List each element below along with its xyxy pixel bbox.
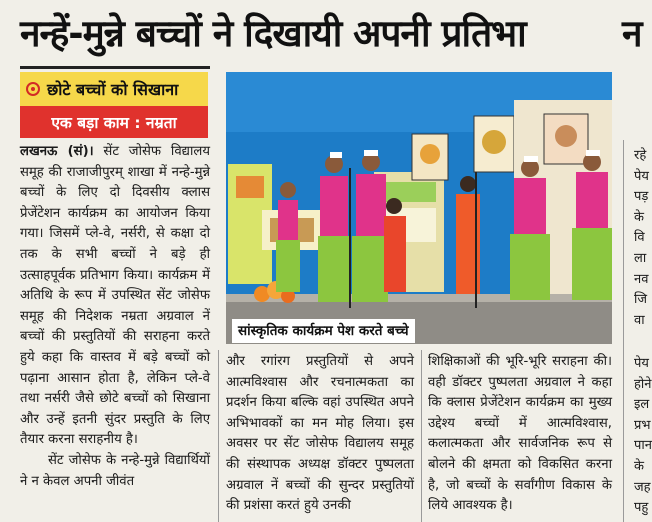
article-column-1 <box>20 142 210 492</box>
column-divider <box>623 140 624 522</box>
event-photo <box>226 72 612 344</box>
dateline: लखनऊ (सं)। <box>20 144 94 159</box>
highlight-box <box>20 72 208 138</box>
fragment-line: पहु <box>634 500 649 516</box>
article-paragraph-1: सेंट जोसेफ विद्यालय समूह की राजाजीपुरम् शाखा में नन्हे-मुन्ने बच्चों के लिए दो दिवसीय क्लास प्रेजेंटेशन कार्यक्रम का आयोजन किया गया। जिसमें प्ले-वे, नर्सरी, से कक्षा दो तक के सभी बच्चों ने बड़े ही उत्साहपूर्वक प्रतिभाग किया। कार्यक्रम में अतिथि के रूप में उपस्थित सेंट जोसेफ समूह की निदेशक नम्रता अग्रवाल नें बच्चों की प्रस्तुतियों की सराहना करते हुये कहा कि वास्तव में बड़े बच्चों को पढ़ाना आसान होता है, लेकिन प्ले-वे तथा नर्सरी जैसे छोटे बच्चों को सिखाना और उन्हें इतनी सुंदर प्रस्तुति के लिए तैयार करना सराहनीय है। <box>20 144 210 448</box>
fragment-line: वि <box>634 230 645 246</box>
fragment-line: ला <box>634 250 647 266</box>
column-divider <box>218 350 219 522</box>
fragment-line: वा <box>634 312 645 328</box>
next-article-top <box>634 146 650 331</box>
photo-caption: सांस्कृतिक कार्यक्रम पेश करते बच्चे <box>232 319 415 343</box>
fragment-line: पेय <box>634 356 649 371</box>
fragment-line: पान <box>634 438 652 454</box>
section-rule <box>20 66 210 69</box>
fragment-line: प्रभ <box>634 417 651 433</box>
highlight-box-line1 <box>20 72 208 106</box>
fragment-line: जह <box>634 479 651 495</box>
column-divider <box>421 350 422 522</box>
next-article-bottom <box>634 354 650 519</box>
article-paragraph-2: सेंट जोसेफ के नन्हे-मुन्ने विद्यार्थियों ने न केवल अपनी जीवंत <box>20 452 210 489</box>
fragment-line: नव <box>634 271 649 287</box>
fragment-line: के <box>634 458 644 474</box>
fragment-line: पेय <box>634 168 649 184</box>
article-column-3: शिक्षिकाओं की भूरि-भूरि सराहना की। वही डॉक्टर पुष्पलता अग्रवाल ने कहा कि क्लास प्रेजेंटेशन कार्यक्रम का मुख्य उद्देश्य बच्चों में आत्मविश्वास, कलात्मकता और सार्वजनिक रूप से बोलने की क्षमता को विकसित करना है, जो बच्चों के सर्वांगीण विकास के लिये आवश्यक है। <box>428 354 612 514</box>
headline: नन्हें-मुन्ने बच्चों ने दिखायी अपनी प्रतिभा <box>20 12 526 55</box>
fragment-line: रहे <box>634 148 647 163</box>
highlight-box-line2: एक बड़ा काम : नम्रता <box>20 106 208 138</box>
next-headline-fragment: न <box>622 12 643 55</box>
fragment-line: पड़ <box>634 189 649 205</box>
fragment-line: इल <box>634 397 650 413</box>
article-column-2: और रगांरग प्रस्तुतियों से अपने आत्मविश्वास और रचनात्मकता का प्रदर्शन किया बल्कि वहां उपस्थित अपने अभिभावकों का मन मोह लिया। इस अवसर पर सेंट जोसेफ विद्यालय समूह की संस्थापक अध्यक्ष डॉक्टर पुष्पलता अग्रवाल नें बच्चों की सुन्दर प्रस्तुतियों की प्रशंसा करतं हुये उनकी <box>226 354 414 514</box>
fragment-line: जि <box>634 292 648 308</box>
highlight-box-line1-text: छोटे बच्चों को सिखाना <box>47 80 179 99</box>
bullet-icon <box>26 82 40 96</box>
fragment-line: के <box>634 209 644 225</box>
fragment-line: होने <box>634 376 652 392</box>
stage-illustration <box>226 72 612 344</box>
